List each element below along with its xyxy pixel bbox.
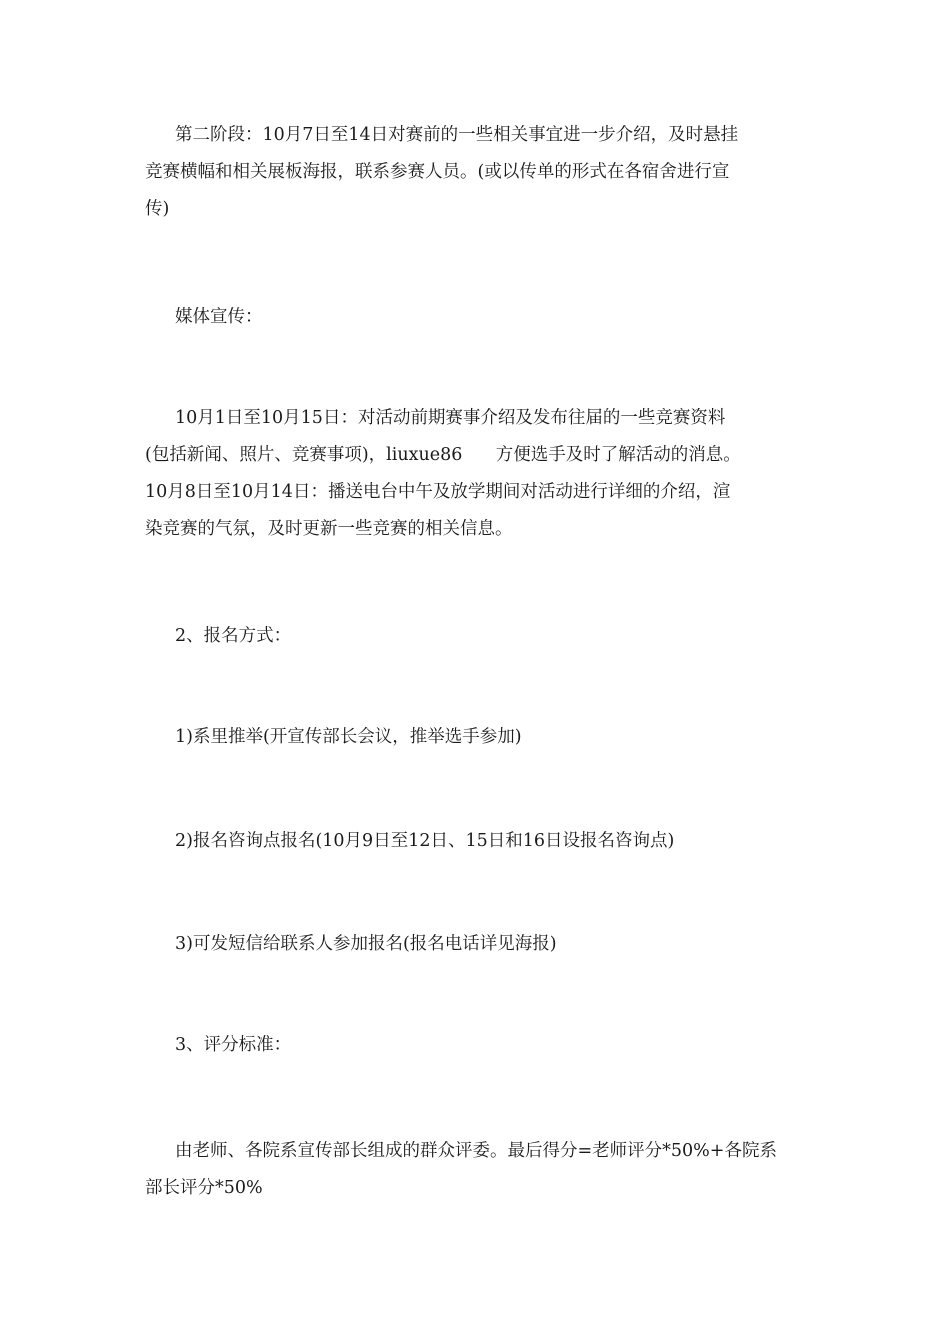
paragraph-line: 第二阶段：10月7日至14日对赛前的一些相关事宜进一步介绍，及时悬挂: [175, 125, 739, 145]
paragraph-line: 3)可发短信给联系人参加报名(报名电话详见海报): [175, 934, 557, 954]
paragraph-line: 由老师、各院系宣传部长组成的群众评委。最后得分=老师评分*50%+各院系: [175, 1141, 777, 1161]
paragraph-media-heading: [145, 299, 810, 336]
paragraph-line: 10月8日至10月14日：播送电台中午及放学期间对活动进行详细的介绍，渲: [145, 482, 731, 502]
paragraph-line: 部长评分*50%: [145, 1178, 263, 1198]
paragraph-scoring-details: [145, 1133, 810, 1207]
paragraph-stage-two: [145, 117, 810, 228]
paragraph-registration-item-3: [145, 926, 810, 963]
paragraph-line: 3、评分标准：: [175, 1035, 292, 1055]
paragraph-registration-heading: [145, 618, 810, 655]
paragraph-scoring-heading: [145, 1027, 810, 1064]
paragraph-media-details: [145, 400, 810, 548]
paragraph-registration-item-1: [145, 719, 810, 756]
paragraph-line: 2、报名方式：: [175, 626, 292, 646]
paragraph-line: 媒体宣传：: [175, 307, 263, 327]
paragraph-line: 1)系里推举(开宣传部长会议，推举选手参加): [175, 727, 522, 747]
paragraph-line: 2)报名咨询点报名(10月9日至12日、15日和16日设报名咨询点): [175, 831, 675, 851]
paragraph-registration-item-2: [145, 823, 810, 860]
paragraph-line: 染竞赛的气氛，及时更新一些竞赛的相关信息。: [145, 519, 513, 539]
paragraph-line: 10月1日至10月15日：对活动前期赛事介绍及发布往届的一些竞赛资料: [175, 408, 726, 428]
paragraph-line: 竞赛横幅和相关展板海报，联系参赛人员。(或以传单的形式在各宿舍进行宣: [145, 162, 730, 182]
paragraph-line: (包括新闻、照片、竞赛事项)，liuxue86 方便选手及时了解活动的消息。: [145, 445, 741, 465]
paragraph-line: 传): [145, 199, 170, 219]
